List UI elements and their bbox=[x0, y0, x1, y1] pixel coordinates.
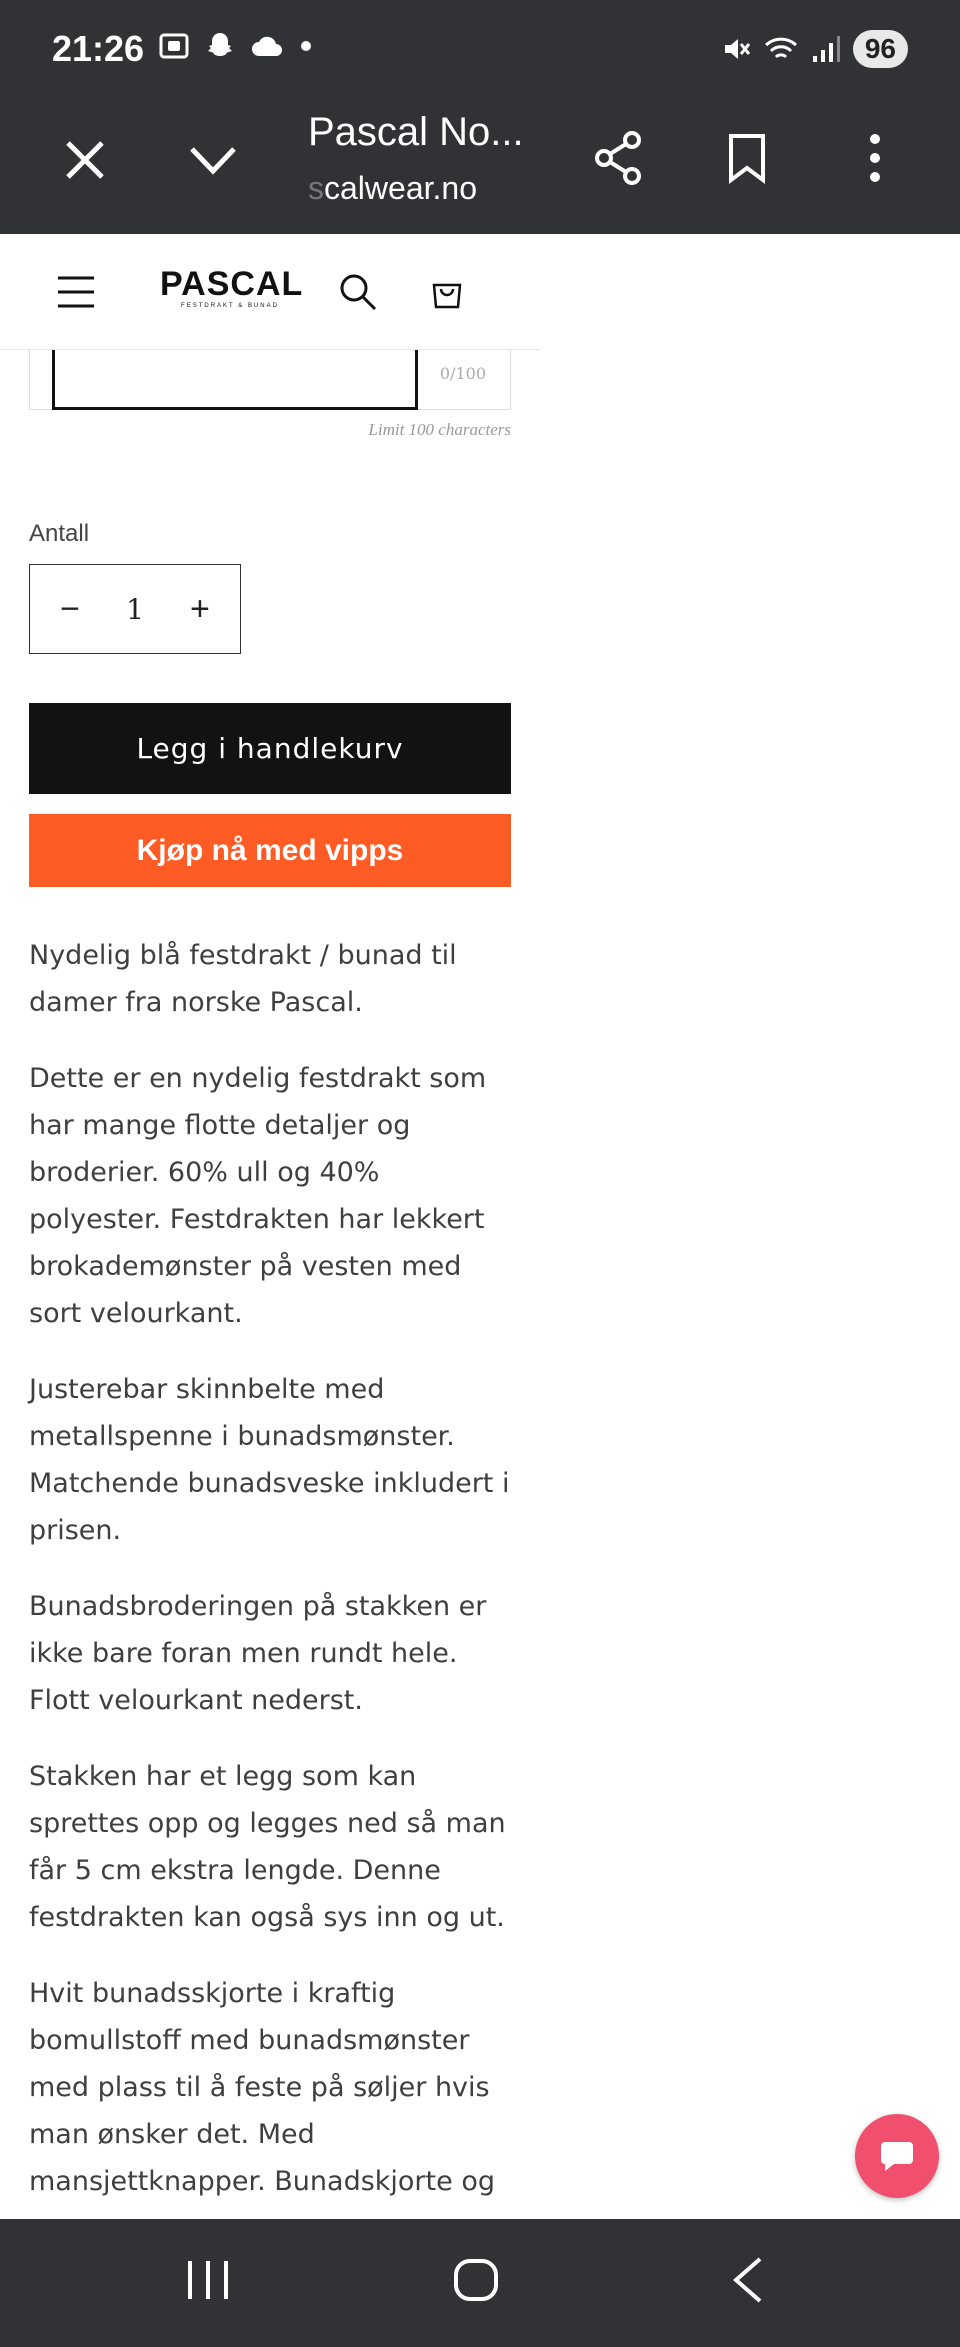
close-icon bbox=[64, 139, 106, 181]
share-button[interactable] bbox=[590, 130, 646, 186]
close-button[interactable] bbox=[60, 135, 110, 185]
description-paragraph: Dette er en nydelig festdrakt som har mange flotte detaljer og broderier. 60% ull og 40% polyester. Festdrakten har lekkert brokademønster på vesten med sort velourkant. bbox=[29, 1063, 487, 1329]
signal-icon bbox=[811, 34, 841, 64]
cart-button[interactable] bbox=[425, 270, 469, 314]
chat-icon bbox=[878, 2137, 916, 2175]
back-button[interactable] bbox=[730, 2255, 766, 2310]
more-vert-icon bbox=[869, 133, 881, 183]
battery-level: 96 bbox=[853, 30, 908, 68]
screenshot-icon bbox=[158, 32, 190, 60]
custom-text-box bbox=[29, 350, 511, 410]
status-icons-left bbox=[158, 30, 314, 62]
vipps-checkout-button[interactable]: Kjøp nå med vipps bbox=[29, 814, 511, 887]
chat-button[interactable] bbox=[855, 2114, 939, 2198]
status-time: 21:26 bbox=[52, 28, 145, 69]
description-paragraph: Bunadsbroderingen på stakken er ikke bare foran men rundt hele. Flott velourkant nederst. bbox=[29, 1591, 487, 1716]
cart-bag-icon bbox=[431, 275, 463, 309]
system-nav-bar bbox=[0, 2219, 960, 2347]
custom-text-input[interactable] bbox=[52, 350, 418, 410]
page-url bbox=[308, 170, 488, 207]
description-paragraph: Nydelig blå festdrakt / bunad til damer fra norske Pascal. bbox=[29, 940, 457, 1018]
wifi-icon bbox=[763, 34, 799, 64]
share-icon bbox=[592, 130, 644, 186]
description-paragraph: Stakken har et legg som kan sprettes opp og legges ned så man får 5 cm ekstra lengde. Denne festdrakten kan også sys inn og ut. bbox=[29, 1761, 506, 1933]
description-paragraph: Hvit bunadsskjorte i kraftig bomullstoff med bunadsmønster med plass til å feste på søljer hvis man ønsker det. Med mansjettknapper. Bunadskjorte og bbox=[29, 1978, 495, 2197]
description-paragraph: Justerebar skinnbelte med metallspenne i bunadsmønster. Matchende bunadsveske inkludert i prisen. bbox=[29, 1374, 510, 1546]
bookmark-icon bbox=[727, 132, 767, 184]
url-faded: s bbox=[308, 170, 324, 206]
hamburger-icon bbox=[56, 274, 96, 310]
back-icon bbox=[730, 2255, 766, 2305]
add-to-cart-button[interactable]: Legg i handlekurv bbox=[29, 703, 511, 794]
quantity-label: Antall bbox=[29, 520, 90, 547]
recent-apps-button[interactable] bbox=[186, 2255, 230, 2310]
quantity-stepper bbox=[29, 564, 241, 654]
quantity-increase-button[interactable]: + bbox=[190, 589, 210, 628]
collapse-button[interactable] bbox=[185, 135, 240, 185]
char-count: 0/100 bbox=[439, 364, 486, 383]
home-button[interactable] bbox=[452, 2255, 500, 2310]
mute-icon bbox=[721, 34, 751, 64]
menu-button[interactable] bbox=[54, 270, 98, 314]
logo-text: PASCAL bbox=[160, 265, 304, 303]
browser-chrome bbox=[0, 0, 960, 234]
bookmark-button[interactable] bbox=[722, 130, 772, 186]
quantity-value[interactable]: 1 bbox=[126, 592, 144, 626]
site-logo[interactable] bbox=[160, 265, 304, 310]
quantity-decrease-button[interactable]: − bbox=[60, 589, 80, 628]
site-header bbox=[0, 234, 540, 350]
dot-icon bbox=[298, 38, 314, 54]
product-description bbox=[29, 932, 511, 2234]
url-text: calwear.no bbox=[324, 170, 477, 206]
cloud-icon bbox=[250, 34, 284, 58]
snapchat-icon bbox=[204, 30, 236, 62]
status-icons-right bbox=[721, 30, 908, 68]
recent-apps-icon bbox=[186, 2255, 230, 2305]
search-button[interactable] bbox=[336, 270, 380, 314]
more-options-button[interactable] bbox=[860, 130, 890, 186]
home-icon bbox=[452, 2255, 500, 2305]
search-icon bbox=[338, 272, 378, 312]
char-limit-note: Limit 100 characters bbox=[368, 420, 511, 439]
chevron-down-icon bbox=[188, 145, 238, 175]
page-title: Pascal No... bbox=[308, 110, 524, 154]
logo-subtext: FESTDRAKT & BUNAD bbox=[181, 303, 279, 309]
